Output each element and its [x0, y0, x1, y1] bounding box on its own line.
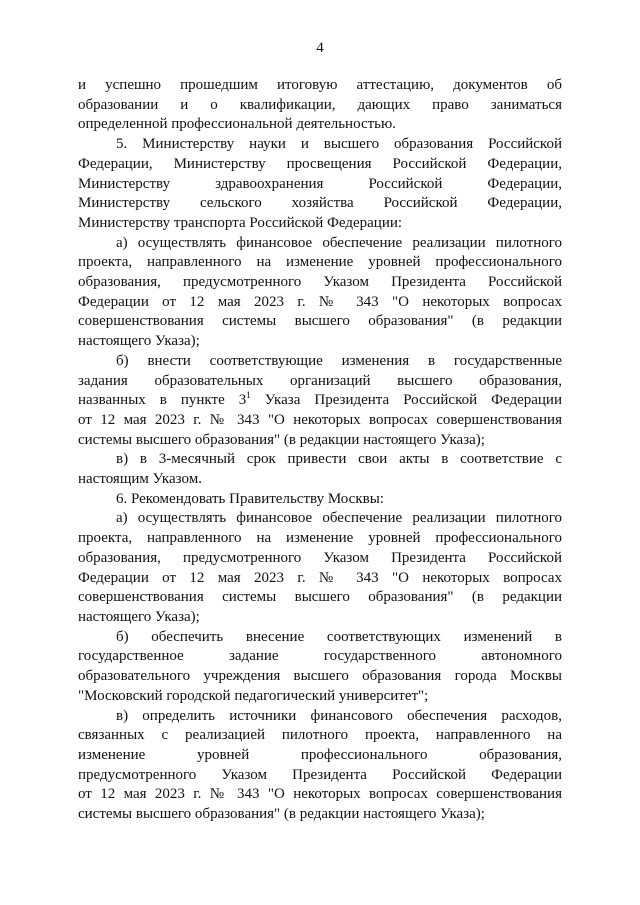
- text-line: Федерации от 12 мая 2023 г. № 343 "О некоторых вопросах: [78, 293, 562, 310]
- text-line: 5. Министерству науки и высшего образования Российской: [116, 136, 562, 153]
- text-line: настоящим Указом.: [78, 471, 202, 488]
- text-line: образовании и о квалификации, дающих право заниматься: [78, 96, 562, 113]
- text-line: в) в 3-месячный срок привести свои акты в соответствие с: [116, 451, 562, 468]
- text-line: совершенствования системы высшего образования" (в редакции: [78, 589, 562, 606]
- text-line: изменение уровней профессионального образования,: [78, 746, 562, 763]
- text-line: а) осуществлять финансовое обеспечение реализации пилотного: [116, 510, 562, 527]
- text-line: системы высшего образования" (в редакции настоящего Указа);: [78, 806, 485, 823]
- text-line: 6. Рекомендовать Правительству Москвы:: [116, 490, 384, 507]
- text-line: в) определить источники финансового обеспечения расходов,: [116, 707, 562, 724]
- text-line: задания образовательных организаций высшего образования,: [78, 372, 562, 389]
- paragraph: [78, 707, 562, 825]
- text-line: Министерству сельского хозяйства Российской Федерации,: [78, 195, 562, 212]
- text-line: настоящего Указа);: [78, 333, 200, 350]
- text-line: определенной профессиональной деятельностью.: [78, 116, 396, 133]
- text-line: образовательного учреждения высшего образования города Москвы: [78, 668, 562, 685]
- paragraph: [78, 490, 562, 510]
- text-line: системы высшего образования" (в редакции настоящего Указа);: [78, 431, 485, 448]
- text-line: государственное задание государственного автономного: [78, 648, 562, 665]
- text-line: Министерству транспорта Российской Федерации:: [78, 214, 403, 231]
- text-line: Федерации, Министерству просвещения Российской Федерации,: [78, 155, 562, 172]
- text-line: связанных с реализацией пилотного проекта, направленного на: [78, 727, 562, 744]
- paragraph: [78, 628, 562, 707]
- text-line: образования, предусмотренного Указом Президента Российской: [78, 549, 562, 566]
- text-line: настоящего Указа);: [78, 608, 200, 625]
- text-line: "Московский городской педагогический университет";: [78, 687, 429, 704]
- paragraph: [78, 450, 562, 489]
- paragraph: [78, 509, 562, 627]
- paragraph: [78, 135, 562, 234]
- page-number: 4: [316, 40, 324, 56]
- text-line: предусмотренного Указом Президента Российской Федерации: [78, 766, 562, 783]
- text-line: а) осуществлять финансовое обеспечение реализации пилотного: [116, 234, 562, 251]
- text-line: Министерству здравоохранения Российской Федерации,: [78, 175, 562, 192]
- text-line: образования, предусмотренного Указом Президента Российской: [78, 274, 562, 291]
- text-line: проекта, направленного на изменение уровней профессионального: [78, 530, 562, 547]
- paragraph: [78, 76, 562, 135]
- paragraph: [78, 352, 562, 451]
- text-line: от 12 мая 2023 г. № 343 "О некоторых вопросах совершенствования: [78, 411, 562, 428]
- text-line: названных в пункте $3^1$ Указа Президента Российской Федерации: [78, 390, 562, 409]
- text-line: проекта, направленного на изменение уровней профессионального: [78, 254, 562, 271]
- text-line: б) обеспечить внесение соответствующих изменений в: [116, 628, 562, 645]
- text-line: и успешно прошедшим итоговую аттестацию, документов об: [78, 77, 562, 93]
- paragraph: [78, 234, 562, 352]
- text-line: б) внести соответствующие изменения в государственные: [116, 352, 562, 369]
- text-line: от 12 мая 2023 г. № 343 "О некоторых вопросах совершенствования: [78, 786, 562, 803]
- document-body: [78, 76, 562, 825]
- text-line: совершенствования системы высшего образования" (в редакции: [78, 313, 562, 330]
- text-line: Федерации от 12 мая 2023 г. № 343 "О некоторых вопросах: [78, 569, 562, 586]
